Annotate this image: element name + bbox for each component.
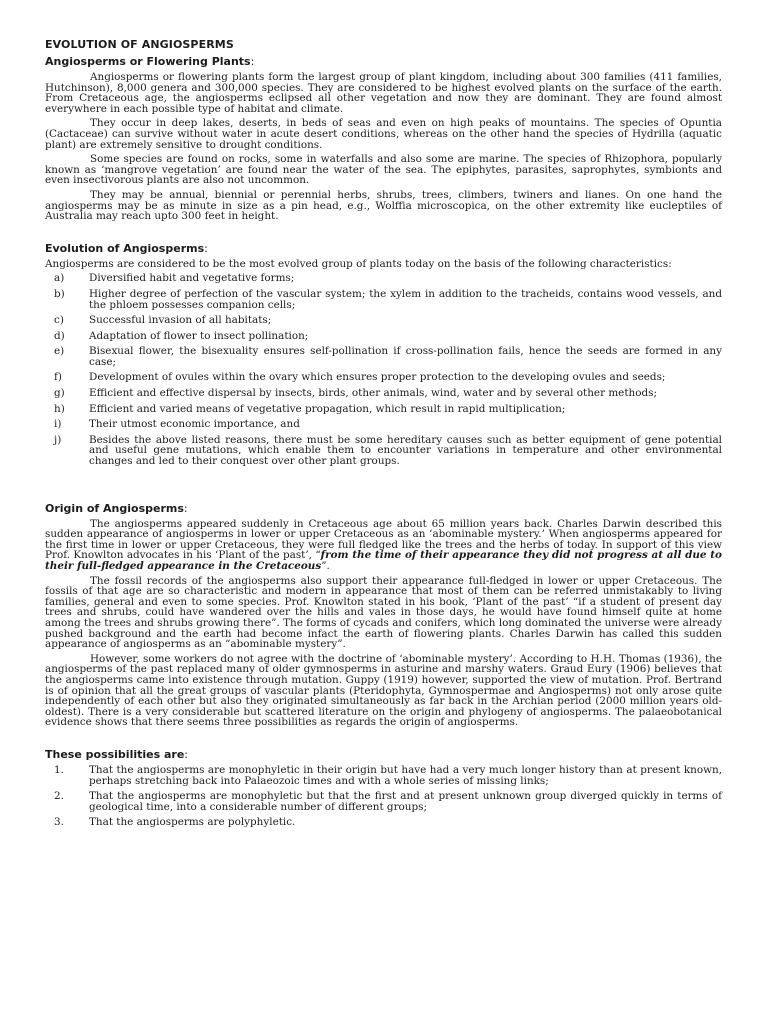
list-item — [45, 817, 722, 828]
list-item-text: Efficient and varied means of vegetative propagation, which result in rapid multiplication; — [89, 402, 566, 415]
heading-text: Origin of Angiosperms — [45, 501, 184, 515]
paragraph: The fossil records of the angiosperms also support their appearance full-fledged in lower or upper Cretaceous. The fossils of that age are so characteristic and modern in appearance that most of them can be referred unmistakably to living families, general and even to some species. Prof. Knowlton stated in his book, ‘Plant of the past’ “if a student of present day trees and shrubs, could have wandered over the hills and vales in those days, he would have found himself quite at home among the trees and shrubs growing there”. The forms of cycads and conifers, which long dominated the universe were already pushed background and the earth had become infact the earth of flowering plants. Charles Darwin has called this sudden appearance of angiosperms as an “abominable mystery”. — [45, 574, 722, 651]
paragraph: They occur in deep lakes, deserts, in beds of seas and even on high peaks of mountains. The species of Opuntia (Cactaceae) can survive without water in acute desert conditions, whereas on the other hand the species of Hydrilla (aquatic plant) are extremely sensitive to drought conditions. — [45, 117, 722, 151]
list-marker: b) — [54, 287, 65, 300]
heading-colon: : — [250, 55, 255, 68]
list-item-text: Their utmost economic importance, and — [89, 418, 300, 431]
list-marker: d) — [54, 329, 65, 342]
list-item-text: Bisexual flower, the bisexuality ensures self-pollination if cross-pollination fails, hence the seeds are formed in any case; — [89, 345, 722, 368]
heading-colon: : — [204, 241, 208, 255]
heading-text: These possibilities are — [45, 747, 185, 761]
characteristics-list — [45, 273, 722, 466]
section-heading-origin — [45, 502, 722, 515]
paragraph: However, some workers do not agree with the doctrine of ‘abominable mystery’. According to H.H. Thomas (1936), the angiosperms of the past replaced many of older gymnosperms in asturine and marshy waters. Graud Eury (1906) believes that the angiosperms came into existence through mutation. Guppy (1919) however, supported the view of mutation. Prof. Bertrand is of opinion that all the great groups of vascular plants (Pteridophyta, Gymnospermae and Angiosperms) not only arose quite independently of each other but also they originated simultaneously as far back in the Archian period (2000 million years old-oldest). There is a very considerable but scattered literature on the origin and phylogeny of angiosperms. The palaeobotanical evidence shows that there seems three possibilities as regards the origin of angiosperms. — [45, 652, 722, 729]
list-item — [45, 404, 722, 415]
heading-colon: : — [184, 747, 189, 761]
list-marker: h) — [54, 402, 65, 415]
list-item — [45, 765, 722, 786]
list-item-text: That the angiosperms are polyphyletic. — [89, 816, 296, 829]
list-item-text: Higher degree of perfection of the vascular system; the xylem in addition to the tracheids, contains wood vessels, and the phloem possesses companion cells; — [89, 287, 722, 311]
paragraph: Some species are found on rocks, some in waterfalls and also some are marine. The species of Rhizophora, popularly known as ‘mangrove vegetation’ are found near the water of the sea. The epiphytes, parasites, saprophytes, symbionts and even insectivorous plants are also not uncommon. — [45, 153, 722, 187]
list-marker: c) — [54, 314, 64, 327]
list-marker: e) — [54, 345, 65, 358]
heading-text: Angiosperms or Flowering Plants — [45, 55, 251, 68]
list-item — [45, 346, 722, 367]
list-item-text: Efficient and effective dispersal by insects, birds, other animals, wind, water and by several other methods; — [89, 387, 657, 400]
list-marker: 1. — [54, 763, 64, 776]
list-marker: 2. — [54, 790, 64, 803]
list-item-text: That the angiosperms are monophyletic in their origin but have had a very much longer history than at present known, perhaps stretching back into Palaeozoic times and with a whole series of missing links; — [89, 763, 722, 787]
paragraph-text: The angiosperms appeared suddenly in Cretaceous age about 65 million years back. Charles Darwin described this sudden appearance of angiosperms in lower or upper Cretaceous as an ‘abominable mystery.’ When angiosperms appeared for the first time in lower or upper Cretaceous, they were full fledged like the trees and the herbs of today. In support of this view Prof. Knowlton advocates in his ‘Plant of the past’, “ — [45, 517, 722, 562]
list-marker: 3. — [54, 816, 64, 829]
list-item-text: Successful invasion of all habitats; — [89, 314, 272, 327]
quote-close: ”. — [321, 560, 330, 572]
emphasized-quote: from the time of their appearance they did not progress at all due to their full-fledged appearance in the Cretaceous — [45, 549, 722, 572]
list-marker: g) — [54, 387, 65, 400]
list-marker: i) — [54, 418, 62, 431]
list-item — [45, 289, 722, 310]
section-heading-flowering-plants — [45, 55, 722, 68]
document-body — [45, 38, 722, 833]
list-marker: f) — [54, 371, 62, 384]
list-marker: a) — [54, 272, 65, 285]
heading-colon: : — [183, 501, 188, 515]
list-item — [45, 791, 722, 812]
list-item — [45, 419, 722, 430]
list-intro: Angiosperms are considered to be the most evolved group of plants today on the basis of the following characteristics: — [45, 257, 672, 270]
list-item-text: Adaptation of flower to insect pollination; — [89, 329, 309, 342]
document-title: EVOLUTION OF ANGIOSPERMS — [45, 38, 234, 51]
list-item — [45, 315, 722, 326]
list-item-text: Development of ovules within the ovary which ensures proper protection to the developing ovules and seeds; — [89, 371, 666, 384]
list-item — [45, 372, 722, 383]
heading-text: Evolution of Angiosperms — [45, 241, 205, 255]
list-item-text: That the angiosperms are monophyletic but that the first and at present unknown group diverged quickly in terms of geological time, into a considerable number of different groups; — [89, 790, 722, 813]
paragraph: They may be annual, biennial or perennial herbs, shrubs, trees, climbers, twiners and lianes. On one hand the angiosperms may be as minute in size as a pin head, e.g., Wolffia microscopica, on the other extremity like eucleptiles of Australia may reach upto 300 feet in height. — [45, 188, 722, 223]
list-item — [45, 331, 722, 342]
list-item-text: Diversified habit and vegetative forms; — [89, 272, 295, 285]
paragraph — [45, 519, 722, 572]
section-heading-evolution — [45, 242, 722, 255]
list-item — [45, 435, 722, 467]
paragraph: Angiosperms or flowering plants form the largest group of plant kingdom, including about 300 families (411 families, Hutchinson), 8,000 genera and 300,000 species. They are considered to be highest evolved plants on the surface of the earth. From Cretaceous age, the angiosperms eclipsed all other vegetation and now they are dominant. They are found almost everywhere in each possible type of habitat and climate. — [45, 71, 722, 115]
list-item — [45, 273, 722, 284]
section-heading-possibilities — [45, 748, 722, 761]
list-item — [45, 388, 722, 399]
list-marker: j) — [54, 433, 62, 446]
possibilities-list — [45, 765, 722, 828]
list-item-text: Besides the above listed reasons, there must be some hereditary causes such as better equipment of gene potential and useful gene mutations, which enable them to encounter variations in temperature and other environmental changes and led to their conquest over other plant groups. — [89, 433, 722, 468]
